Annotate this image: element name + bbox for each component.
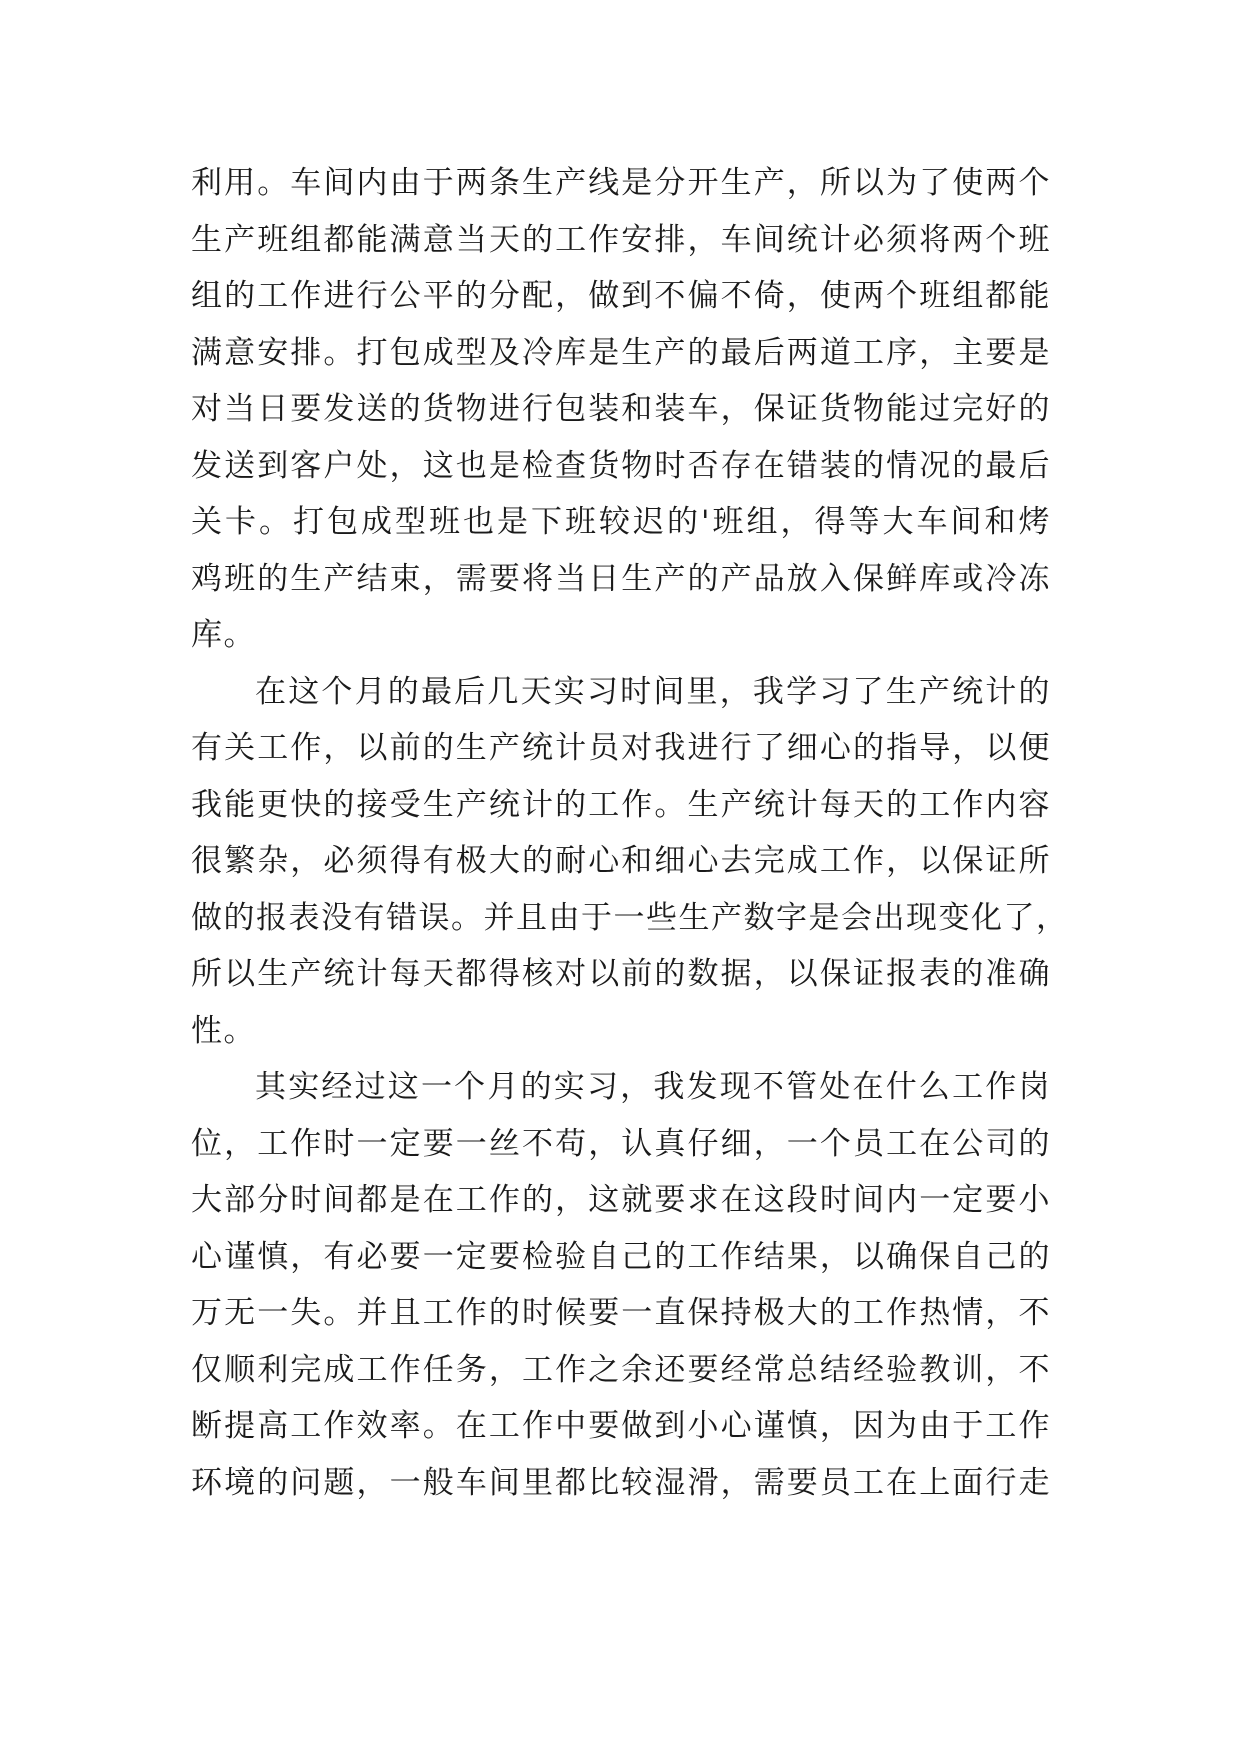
paragraph-1-line-2: 生产班组都能满意当天的工作安排，车间统计必须将两个班 bbox=[191, 221, 1051, 258]
paragraph-3-line-5: 万无一失。并且工作的时候要一直保持极大的工作热情，不 bbox=[191, 1295, 1051, 1331]
paragraph-3-line-2: 位，工作时一定要一丝不苟，认真仔细，一个员工在公司的 bbox=[191, 1125, 1051, 1162]
paragraph-2-line-3: 我能更快的接受生产统计的工作。生产统计每天的工作内容 bbox=[191, 786, 1051, 823]
body-text bbox=[191, 155, 1069, 1511]
paragraph-3-line-7: 断提高工作效率。在工作中要做到小心谨慎，因为由于工作 bbox=[191, 1408, 1051, 1444]
paragraph-3-line-8: 环境的问题，一般车间里都比较湿滑，需要员工在上面行走 bbox=[191, 1464, 1051, 1501]
paragraph-1-line-8: 鸡班的生产结束，需要将当日生产的产品放入保鲜库或冷冻 bbox=[191, 560, 1051, 597]
paragraph-2-line-7: 性。 bbox=[191, 1012, 256, 1049]
paragraph-1-line-1: 利用。车间内由于两条生产线是分开生产，所以为了使两个 bbox=[191, 165, 1051, 201]
paragraph-3-line-4: 心谨慎，有必要一定要检验自己的工作结果，以确保自己的 bbox=[191, 1238, 1051, 1275]
paragraph-1-line-9: 库。 bbox=[191, 617, 256, 653]
paragraph-1-line-7: 关卡。打包成型班也是下班较迟的'班组，得等大车间和烤 bbox=[191, 504, 1051, 540]
paragraph-2-line-4: 很繁杂，必须得有极大的耐心和细心去完成工作，以保证所 bbox=[191, 843, 1051, 879]
paragraph-2-line-6: 所以生产统计每天都得核对以前的数据，以保证报表的准确 bbox=[191, 956, 1051, 992]
paragraph-2-line-5: 做的报表没有错误。并且由于一些生产数字是会出现变化了， bbox=[191, 899, 1069, 936]
paragraph-3-line-6: 仅顺利完成工作任务，工作之余还要经常总结经验教训，不 bbox=[191, 1351, 1051, 1388]
paragraph-1-line-3: 组的工作进行公平的分配，做到不偏不倚，使两个班组都能 bbox=[191, 278, 1051, 314]
paragraph-3-line-1: 其实经过这一个月的实习，我发现不管处在什么工作岗 bbox=[255, 1069, 1051, 1105]
paragraph-2-line-2: 有关工作，以前的生产统计员对我进行了细心的指导，以便 bbox=[191, 730, 1051, 766]
paragraph-1-line-4: 满意安排。打包成型及冷库是生产的最后两道工序，主要是 bbox=[191, 334, 1051, 371]
paragraph-2-line-1: 在这个月的最后几天实习时间里，我学习了生产统计的 bbox=[255, 673, 1051, 710]
paragraph-1-line-5: 对当日要发送的货物进行包装和装车，保证货物能过完好的 bbox=[191, 391, 1051, 427]
paragraph-1-line-6: 发送到客户处，这也是检查货物时否存在错装的情况的最后 bbox=[191, 447, 1051, 484]
paragraph-3-line-3: 大部分时间都是在工作的，这就要求在这段时间内一定要小 bbox=[191, 1182, 1051, 1218]
